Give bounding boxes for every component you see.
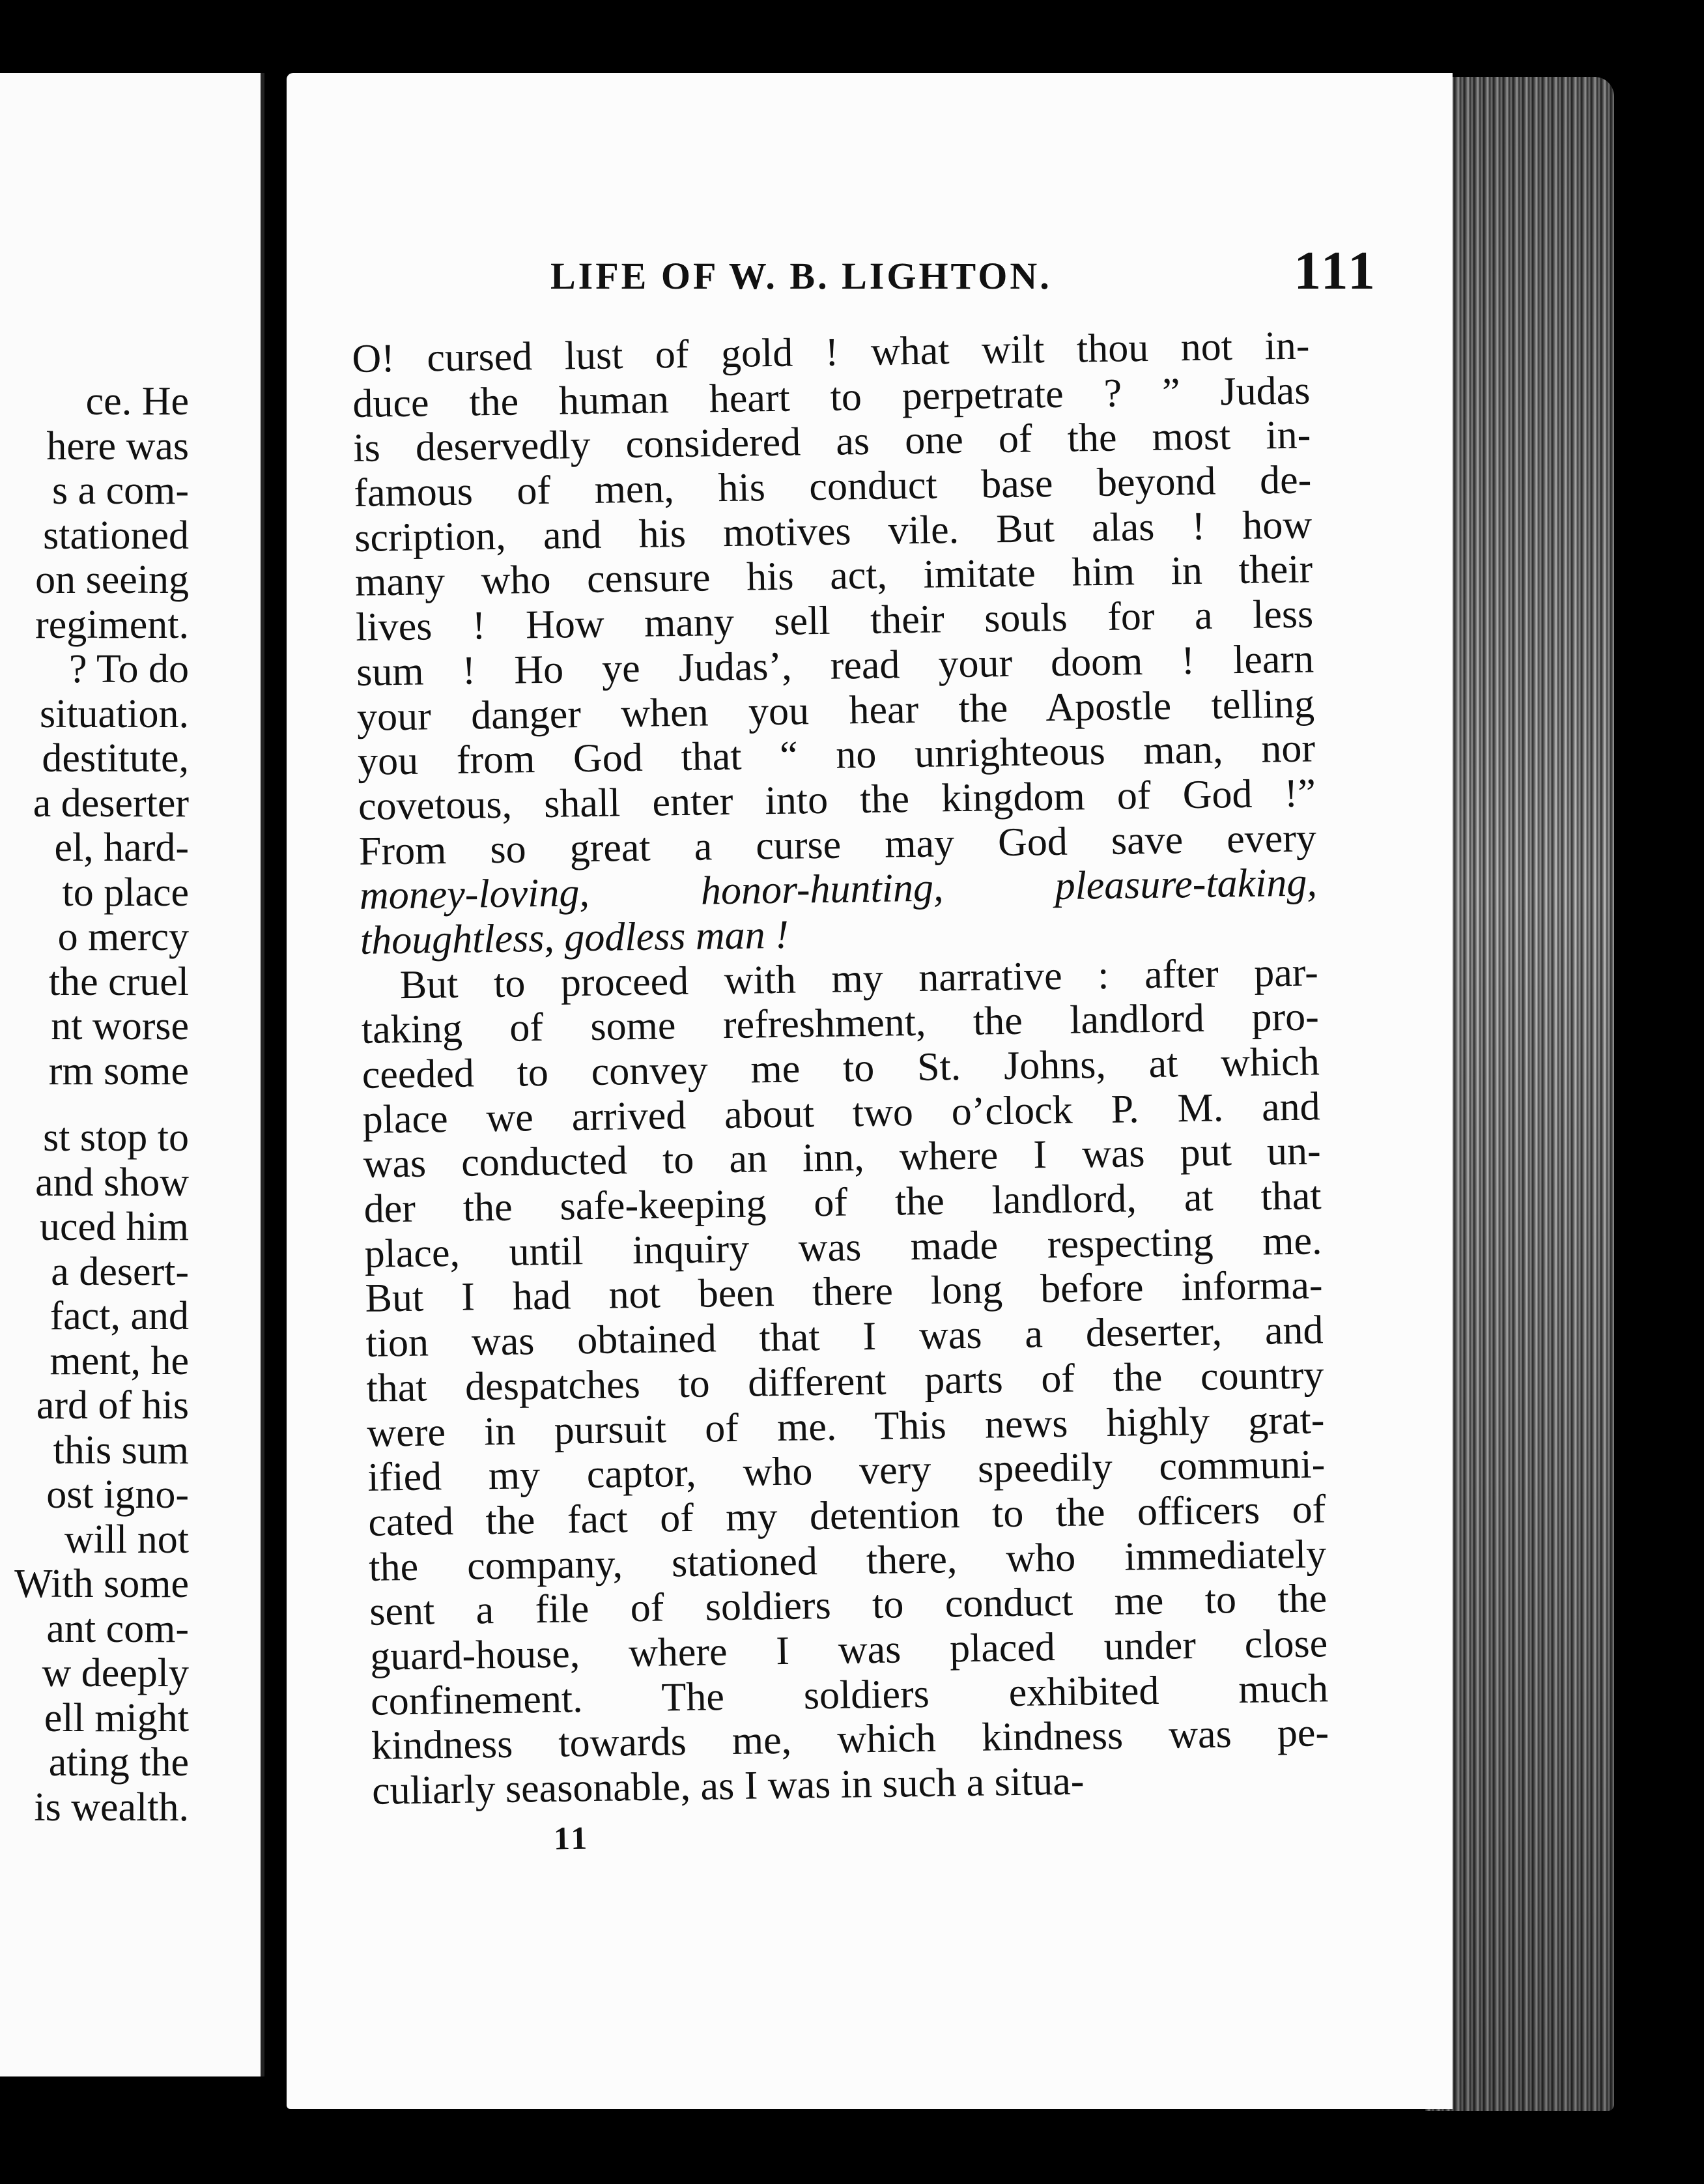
left-page-line: and show — [35, 1160, 189, 1205]
left-page-line: ost igno- — [46, 1473, 189, 1517]
body-line: kindness towards me, which kindness was pe- — [371, 1710, 1329, 1769]
left-page-line: s a com- — [51, 468, 189, 513]
body-line: scription, and his motives vile. But alas ! how — [354, 502, 1313, 560]
page-number: 111 — [1294, 240, 1378, 301]
left-page-line: is wealth. — [34, 1785, 189, 1830]
left-page-line: ard of his — [36, 1383, 189, 1428]
body-line: money-loving, honor-hunting, pleasure-taking, — [359, 860, 1318, 919]
left-page-line: ment, he — [50, 1338, 189, 1383]
body-line: lives ! How many sell their souls for a less — [355, 592, 1314, 650]
left-page-line: destitute, — [42, 736, 189, 781]
body-line: confinement. The soldiers exhibited much — [370, 1665, 1329, 1724]
body-line: place we arrived about two o’clock P. M. and — [362, 1084, 1321, 1142]
body-line: sent a file of soldiers to conduct me to the — [369, 1576, 1328, 1635]
left-page-line: to place — [62, 870, 189, 915]
body-line: famous of men, his conduct base beyond de- — [353, 457, 1312, 516]
left-page-line: on seeing — [35, 558, 189, 602]
left-page-line: will not — [64, 1517, 189, 1562]
left-page-line: o mercy — [57, 915, 189, 959]
body-line: were in pursuit of me. This news highly grat- — [367, 1397, 1325, 1456]
left-page-text — [0, 379, 189, 1830]
left-page-line: ating the — [48, 1740, 189, 1785]
body-line: thoughtless, godless man ! — [360, 912, 789, 963]
right-page — [287, 73, 1453, 2109]
body-line: culiarly seasonable, as I was in such a situa- — [371, 1759, 1085, 1813]
left-page-line: rm some — [48, 1048, 189, 1093]
left-page-line: stationed — [43, 513, 189, 558]
left-page-line: situation. — [39, 691, 189, 736]
body-line: sum ! Ho ye Judas’, read your doom ! learn — [356, 637, 1314, 695]
left-page-line: regiment. — [35, 602, 189, 647]
body-line: But to proceed with my narrative : after par- — [399, 950, 1319, 1007]
body-line: many who censure his act, imitate him in their — [354, 547, 1313, 605]
left-page-line: w deeply — [42, 1651, 189, 1695]
body-line: is deservedly considered as one of the most in- — [352, 412, 1311, 471]
running-title: LIFE OF W. B. LIGHTON. — [550, 255, 1052, 297]
left-page-line: fact, and — [50, 1294, 189, 1338]
left-page-line: st stop to — [43, 1115, 189, 1160]
body-line: taking of some refreshment, the landlord pro- — [361, 994, 1320, 1053]
body-line: that despatches to different parts of the country — [366, 1353, 1324, 1411]
body-line: ceeded to convey me to St. Johns, at which — [362, 1039, 1320, 1097]
signature-mark: 11 — [553, 1819, 590, 1857]
book-page-edges — [1425, 77, 1614, 2111]
body-line: ified my captor, who very speedily communi- — [367, 1442, 1326, 1501]
body-line: But I had not been there long before informa- — [365, 1263, 1323, 1321]
body-line: you from God that “ no unrighteous man, nor — [357, 726, 1316, 784]
left-page-line: a deserter — [33, 781, 189, 826]
body-line: the company, stationed there, who immediately — [368, 1531, 1327, 1590]
body-line: duce the human heart to perpetrate ? ” Judas — [352, 368, 1311, 426]
left-page-line: ell might — [44, 1695, 189, 1740]
left-page-line: ce. He — [85, 379, 189, 424]
left-page-line: the cruel — [48, 959, 189, 1004]
left-page-line: a desert- — [51, 1249, 189, 1294]
body-line: guard-house, where I was placed under close — [369, 1621, 1328, 1679]
body-line: O! cursed lust of gold ! what wilt thou not in- — [352, 323, 1310, 381]
body-line: place, until inquiry was made respecting me. — [364, 1218, 1322, 1276]
body-line: der the safe-keeping of the landlord, at that — [363, 1173, 1322, 1231]
body-line: your danger when you hear the Apostle telling — [356, 681, 1315, 740]
left-facing-page — [0, 73, 264, 2076]
body-line: cated the fact of my detention to the officers of — [367, 1487, 1326, 1545]
left-page-line — [0, 1093, 189, 1115]
left-page-line: this sum — [53, 1428, 189, 1473]
left-page-line: ant com- — [46, 1606, 189, 1651]
body-text — [352, 323, 1330, 1813]
body-line: From so great a curse may God save every — [358, 815, 1317, 874]
body-line: covetous, shall enter into the kingdom of God !” — [358, 771, 1316, 829]
running-head — [550, 239, 1378, 302]
left-page-line: el, hard- — [54, 826, 189, 870]
left-page-line: With some — [14, 1562, 189, 1606]
body-line: tion was obtained that I was a deserter, and — [365, 1308, 1324, 1366]
left-page-line: here was — [46, 424, 189, 468]
left-page-line: nt worse — [51, 1004, 189, 1048]
body-line: was conducted to an inn, where I was put un- — [363, 1128, 1322, 1187]
left-page-line: ? To do — [69, 647, 189, 691]
left-page-line: uced him — [40, 1205, 189, 1249]
